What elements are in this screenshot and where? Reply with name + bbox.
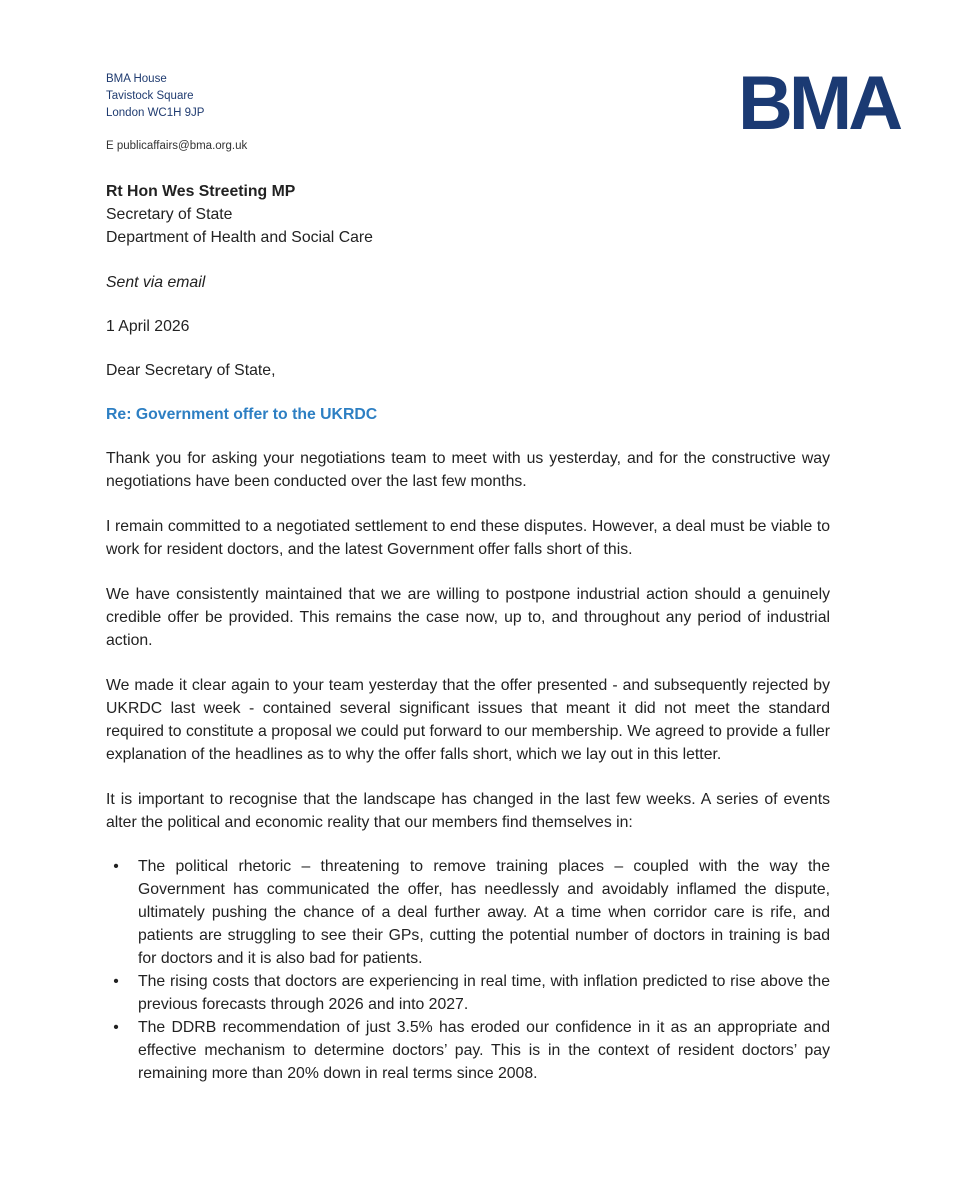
- paragraph-5: It is important to recognise that the landscape has changed in the last few weeks. A series of events alter the political and economic reality that our members find themselves in:: [106, 791, 830, 831]
- list-item-text: The DDRB recommendation of just 3.5% has eroded our confidence in it as an appropriate and effective mechanism to determine doctors’ pay. This is in the context of resident doctors’ pay remaining more than 20% down in real terms since 2008.: [138, 1019, 830, 1082]
- letter-date: 1 April 2026: [106, 318, 190, 335]
- list-item-text: The political rhetoric – threatening to remove training places – coupled with the way the Government has communicated the offer, has needlessly and avoidably inflamed the dispute, ultimately pushing the chance of a deal further away. At a time when corridor care is rife, and patients are struggling to see their GPs, cutting the potential number of doctors in training is bad for doctors and it is also bad for patients.: [138, 858, 830, 967]
- address-line-city: London WC1H 9JP: [106, 107, 205, 119]
- sender-address: [106, 71, 247, 155]
- salutation: Dear Secretary of State,: [106, 362, 276, 379]
- recipient-title: Secretary of State: [106, 206, 233, 223]
- delivery-note: Sent via email: [106, 274, 206, 291]
- paragraph-2: I remain committed to a negotiated settlement to end these disputes. However, a deal must be viable to work for resident doctors, and the latest Government offer falls short of this.: [106, 518, 830, 558]
- paragraph-3: We have consistently maintained that we are willing to postpone industrial action should a genuinely credible offer be provided. This remains the case now, up to, and throughout any period of industrial action.: [106, 586, 830, 649]
- list-item: [106, 970, 830, 1016]
- bma-logo: BMA: [738, 61, 900, 146]
- paragraph-4: We made it clear again to your team yesterday that the offer presented - and subsequently rejected by UKRDC last week - contained several significant issues that meant it did not meet the standard required to constitute a proposal we could put forward to our membership. We agreed to provide a fuller explanation of the headlines as to why the offer falls short, which we lay out in this letter.: [106, 677, 830, 763]
- list-item: [106, 1016, 830, 1085]
- bullet-icon: •: [113, 858, 119, 875]
- list-item: [106, 855, 830, 970]
- address-line-building: BMA House: [106, 73, 167, 85]
- recipient-block: [106, 180, 830, 249]
- sender-email: E publicaffairs@bma.org.uk: [106, 140, 248, 152]
- address-line-street: Tavistock Square: [106, 90, 194, 102]
- subject-line: Re: Government offer to the UKRDC: [106, 406, 378, 423]
- bullet-icon: •: [113, 1019, 119, 1036]
- list-item-text: The rising costs that doctors are experiencing in real time, with inflation predicted to rise above the previous forecasts through 2026 and into 2027.: [138, 973, 830, 1013]
- letter-body: [106, 180, 830, 1085]
- issues-list: [106, 855, 830, 1085]
- recipient-department: Department of Health and Social Care: [106, 229, 373, 246]
- recipient-name: Rt Hon Wes Streeting MP: [106, 183, 296, 200]
- bullet-icon: •: [113, 973, 119, 990]
- paragraph-1: Thank you for asking your negotiations team to meet with us yesterday, and for the constructive way negotiations have been conducted over the last few months.: [106, 450, 830, 490]
